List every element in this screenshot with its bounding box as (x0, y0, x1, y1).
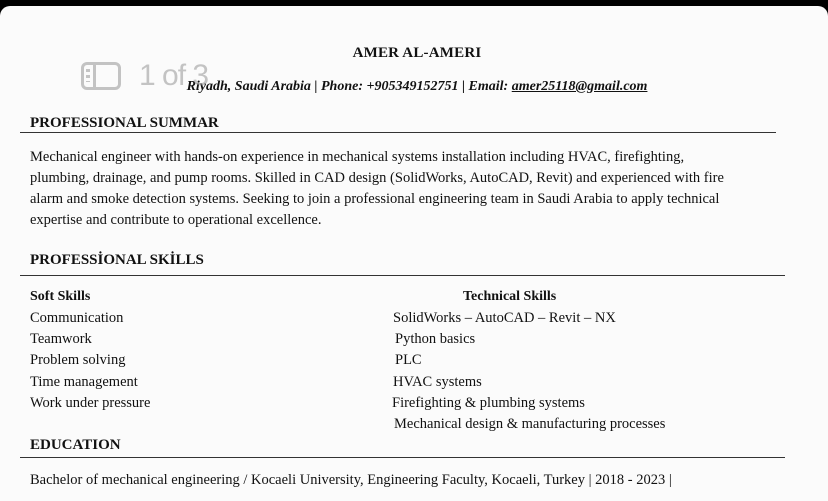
email-link[interactable]: amer25118@gmail.com (511, 79, 648, 94)
document-page (0, 6, 828, 501)
skills-heading: PROFESSİONAL SKİLLS (30, 252, 204, 268)
summary-heading: PROFESSIONAL SUMMAR (30, 115, 219, 131)
contact-details: Riyadh, Saudi Arabia | Phone: +905349152751 | Email: (186, 79, 512, 94)
list-item: Communication (30, 310, 124, 326)
list-item: Teamwork (30, 331, 92, 348)
summary-line: Mechanical engineer with hands-on experience in mechanical systems installation including HVAC, firefighting, (30, 149, 685, 165)
summary-text (30, 147, 810, 231)
candidate-name: AMER AL-AMERI (352, 45, 482, 61)
soft-skills-list (30, 308, 150, 414)
list-item: PLC (395, 352, 422, 369)
page-counter: 1 of 3 (139, 59, 209, 92)
list-item: Problem solving (30, 352, 126, 369)
list-item: Time management (30, 373, 138, 390)
list-item: Work under pressure (30, 394, 151, 411)
summary-line: alarm and smoke detection systems. Seeking to join a professional engineering team in Saudi Arabia to apply technical (30, 191, 720, 207)
education-heading: EDUCATION (30, 437, 121, 453)
education-entry: Bachelor of mechanical engineering / Kocaeli University, Engineering Faculty, Kocaeli, Turkey | 2018 - 2023 | (30, 472, 672, 488)
technical-skills-list (393, 308, 665, 435)
education-divider (20, 457, 785, 458)
list-item: Mechanical design & manufacturing processes (394, 416, 666, 433)
list-item: HVAC systems (393, 373, 482, 390)
soft-skills-title: Soft Skills (30, 289, 91, 304)
summary-line: expertise and contribute to operational excellence. (30, 212, 322, 228)
list-item: SolidWorks – AutoCAD – Revit – NX (393, 310, 616, 326)
page-indicator[interactable] (81, 59, 208, 93)
summary-line: plumbing, drainage, and pump rooms. Skilled in CAD design (SolidWorks, AutoCAD, Revit) and experienced with fire (30, 170, 724, 186)
sidebar-toggle-icon[interactable] (81, 62, 121, 90)
list-item: Python basics (395, 331, 476, 348)
list-item: Firefighting & plumbing systems (392, 394, 585, 411)
technical-skills-title: Technical Skills (463, 289, 557, 304)
skills-divider (20, 275, 785, 276)
summary-divider (20, 132, 776, 133)
